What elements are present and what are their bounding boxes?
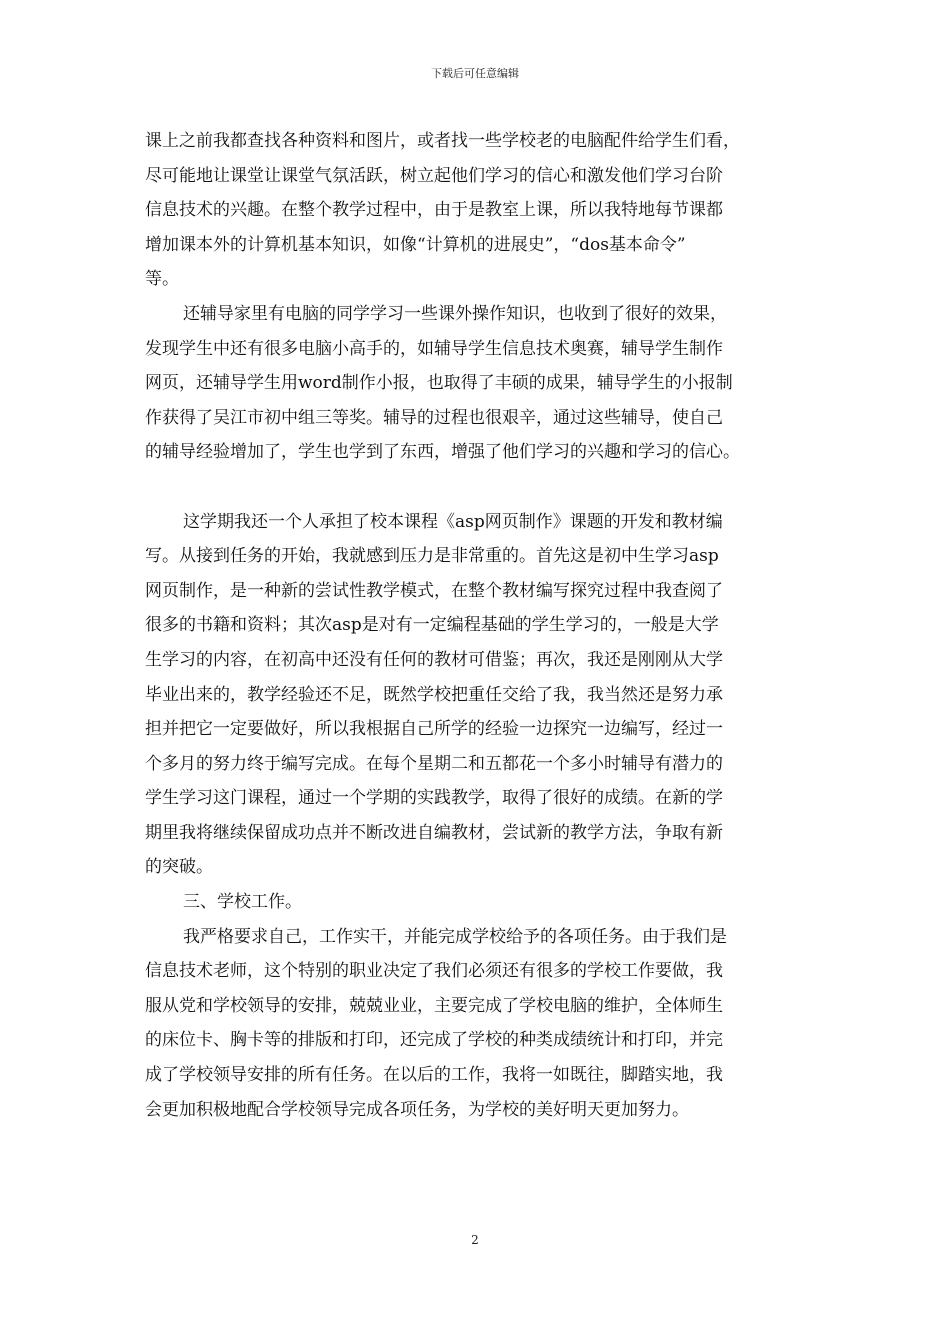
text-line: 信息技术老师，这个特别的职业决定了我们必须还有很多的学校工作要做，我 (145, 961, 723, 982)
text-line: 网页，还辅导学生用word制作小报，也取得了丰硕的成果，辅导学生的小报制 (145, 373, 733, 394)
section-heading: 三、学校工作。 (183, 892, 302, 913)
text-line: 网页制作，是一种新的尝试性教学模式，在整个教材编写探究过程中我查阅了 (145, 580, 723, 601)
text-line: 发现学生中还有很多电脑小高手的，如辅导学生信息技术奥赛，辅导学生制作 (145, 338, 723, 359)
text-line: 生学习的内容，在初高中还没有任何的教材可借鉴；再次，我还是刚刚从大学 (145, 649, 723, 670)
text-line: 学生学习这门课程，通过一个学期的实践教学，取得了很好的成绩。在新的学 (145, 788, 723, 809)
text-line: 成了学校领导安排的所有任务。在以后的工作，我将一如既往，脚踏实地，我 (145, 1065, 723, 1086)
text-line: 尽可能地让课堂让课堂气氛活跃，树立起他们学习的信心和激发他们学习台阶 (145, 165, 723, 186)
text-line: 期里我将继续保留成功点并不断改进自编教材，尝试新的教学方法，争取有新 (145, 822, 723, 843)
document-body (145, 124, 810, 1127)
page-header: 下载后可任意编辑 (431, 67, 519, 80)
text-line: 的辅导经验增加了，学生也学到了东西，增强了他们学习的兴趣和学习的信心。 (145, 442, 740, 463)
paragraph-1 (145, 124, 810, 297)
paragraph-4 (145, 920, 810, 1128)
text-line: 增加课本外的计算机基本知识，如像“计算机的进展史”，“dos基本命令” (145, 234, 686, 255)
paragraph-2 (145, 297, 810, 470)
text-line: 作获得了吴江市初中组三等奖。辅导的过程也很艰辛，通过这些辅导，使自己 (145, 407, 723, 428)
text-line: 担并把它一定要做好，所以我根据自己所学的经验一边探究一边编写，经过一 (145, 719, 723, 740)
text-line: 个多月的努力终于编写完成。在每个星期二和五都花一个多小时辅导有潜力的 (145, 753, 723, 774)
text-line: 等。 (145, 269, 179, 290)
text-line: 我严格要求自己，工作实干，并能完成学校给予的各项任务。由于我们是 (183, 926, 727, 947)
text-line: 的床位卡、胸卡等的排版和打印，还完成了学校的种类成绩统计和打印，并完 (145, 1030, 723, 1051)
text-line: 这学期我还一个人承担了校本课程《asp网页制作》课题的开发和教材编 (183, 511, 723, 532)
text-line: 会更加积极地配合学校领导完成各项任务，为学校的美好明天更加努力。 (145, 1099, 689, 1120)
text-line: 信息技术的兴趣。在整个教学过程中，由于是教室上课，所以我特地每节课都 (145, 200, 723, 221)
text-line: 毕业出来的，教学经验还不足，既然学校把重任交给了我，我当然还是努力承 (145, 684, 723, 705)
text-line: 服从党和学校领导的安排，兢兢业业，主要完成了学校电脑的维护，全体师生 (145, 995, 723, 1016)
paragraph-spacer (145, 470, 810, 505)
text-line: 写。从接到任务的开始，我就感到压力是非常重的。首先这是初中生学习asp (145, 546, 719, 567)
text-line: 课上之前我都查找各种资料和图片，或者找一些学校老的电脑配件给学生们看， (145, 131, 740, 151)
page-number: 2 (471, 1233, 479, 1247)
text-line: 还辅导家里有电脑的同学学习一些课外操作知识，也收到了很好的效果， (183, 303, 727, 324)
text-line: 很多的书籍和资料；其次asp是对有一定编程基础的学生学习的，一般是大学 (145, 615, 719, 636)
text-line: 的突破。 (145, 857, 213, 878)
paragraph-3 (145, 505, 810, 886)
